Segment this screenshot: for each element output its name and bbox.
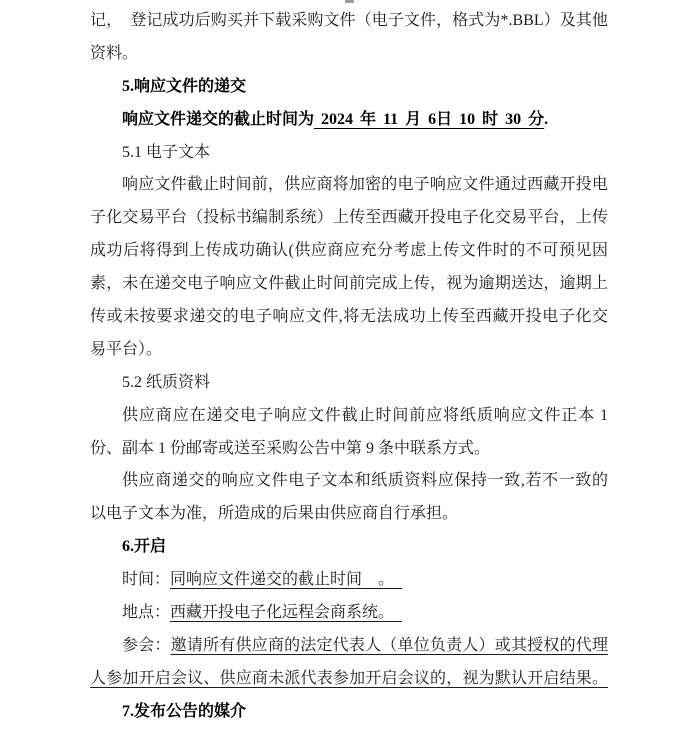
attend-value-underlined-2: 人参加开启会议、供应商未派代表参加开启会议的，视为默认开启结果。	[90, 669, 608, 687]
deadline-prefix: 响应文件递交的截止时间为	[122, 110, 315, 128]
attend-label: 参会：	[122, 636, 171, 654]
attend-line-2	[90, 663, 608, 696]
page-top-text-artifact	[345, 0, 354, 3]
place-label: 地点：	[122, 604, 171, 622]
paragraph-line: 成功后将得到上传成功确认(供应商应充分考虑上传文件时的不可预见因	[90, 242, 608, 260]
section5-1-heading: 5.1 电子文本	[122, 143, 211, 161]
attend-line-1	[90, 630, 608, 663]
deadline-period: .	[544, 110, 549, 128]
paragraph-line: 素，未在递交电子响应文件截止时间前完成上传，视为逾期送达，逾期上	[90, 275, 608, 293]
deadline-line	[90, 104, 608, 137]
paragraph-line: 供应商应在递交电子响应文件截止时间前应将纸质响应文件正本 1	[122, 406, 608, 424]
paragraph-line: 以电子文本为准，所造成的后果由供应商自行承担。	[90, 505, 459, 523]
time-value-underlined: 同响应文件递交的截止时间 。	[170, 571, 403, 589]
paragraph-line: 传或未按要求递交的电子响应文件,将无法成功上传至西藏开投电子化交	[90, 308, 608, 326]
section6-heading: 6.开启	[122, 538, 167, 556]
paragraph-line: 供应商递交的响应文件电子文本和纸质资料应保持一致,若不一致的	[122, 472, 608, 490]
paragraph-line: 子化交易平台（投标书编制系统）上传至西藏开投电子化交易平台，上传	[90, 209, 608, 227]
paragraph-line: 易平台）。	[90, 340, 163, 358]
paragraph-line: 响应文件截止时间前，供应商将加密的电子响应文件通过西藏开投电	[122, 176, 608, 194]
deadline-date-underlined: 2024 年 11 月 6日 10 时 30 分	[314, 110, 545, 128]
paragraph-line: 份、副本 1 份邮寄或送至采购公告中第 9 条中联系方式。	[90, 439, 491, 457]
attend-value-underlined: 邀请所有供应商的法定代表人（单位负责人）或其授权的代理	[170, 636, 608, 654]
intro-line-1: 记， 登记成功后购买并下载采购文件（电子文件，格式为*.BBL）及其他	[90, 12, 608, 29]
section7-heading: 7.发布公告的媒介	[122, 702, 247, 720]
time-label: 时间：	[122, 571, 171, 589]
intro-line-2: 资料。	[90, 44, 139, 62]
place-value-underlined: 西藏开投电子化远程会商系统。	[170, 604, 403, 622]
section5-2-heading: 5.2 纸质资料	[122, 373, 211, 391]
opening-time-line	[90, 564, 608, 597]
opening-place-line	[90, 597, 608, 630]
section5-heading: 5.响应文件的递交	[122, 77, 247, 95]
